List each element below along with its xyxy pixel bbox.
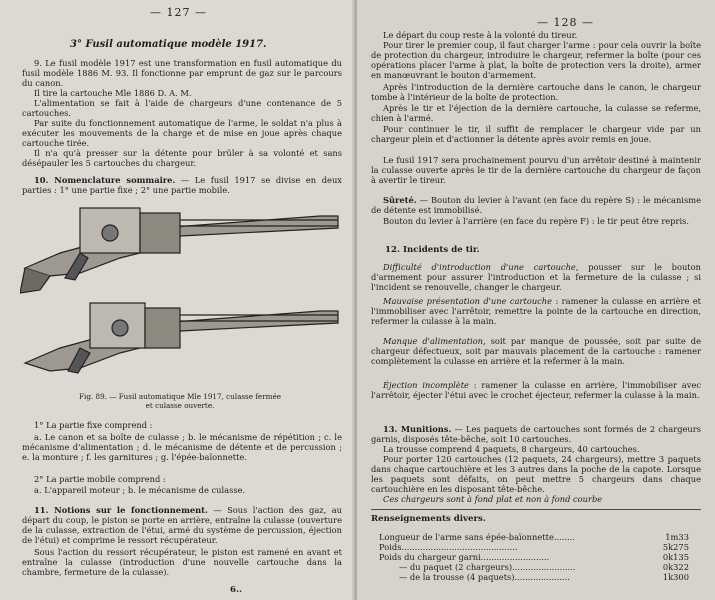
paragraph-surete-b: Bouton du levier à l'arrière (en face du repère F) : le tir peut être repris.: [383, 216, 690, 226]
paragraph-r5: Pour continuer le tir, il suffit de remplacer le chargeur vide par un chargeur plein et d'actionner la détente après avoir remis en joue.: [371, 124, 701, 144]
rifle-figure: [20, 198, 340, 378]
incident-2-text: : ramener la culasse en arrière et l'immobiliser avec l'arrêtoir, remettre la pointe de la cartouche en direction, refermer la culasse à la main.: [371, 296, 702, 326]
page-128: [357, 0, 715, 600]
heading-incidents: 12. Incidents de tir.: [385, 245, 480, 255]
spec-label: — de la trousse (4 paquets).....................: [399, 572, 570, 582]
section-divider: [371, 509, 701, 510]
section-title: 3° Fusil automatique modèle 1917.: [70, 39, 267, 50]
page-number: — 127 —: [150, 6, 207, 19]
paragraph-10: [22, 175, 342, 195]
mobile-part-list: a. L'appareil moteur ; b. le mécanisme de culasse.: [34, 485, 246, 495]
table-row: [379, 542, 689, 552]
heading-munitions: 13. Munitions.: [383, 424, 452, 434]
incident-4: [371, 380, 701, 400]
spec-label: — du paquet (2 chargeurs)........................: [399, 562, 576, 572]
incident-3-title: Manque d'alimentation: [383, 336, 483, 346]
spec-label: Poids............................................: [379, 542, 518, 552]
page-127: [0, 0, 355, 600]
spec-value: 0k135: [662, 552, 689, 562]
table-row: [379, 532, 689, 542]
paragraph-r1: Le départ du coup reste à la volonté du tireur.: [383, 30, 578, 40]
table-row: [379, 572, 689, 582]
mobile-part-heading: 2° La partie mobile comprend :: [34, 474, 166, 484]
heading-nomenclature: 10. Nomenclature sommaire.: [34, 175, 176, 185]
figure-caption-line2: et culasse ouverte.: [145, 401, 215, 410]
paragraph-13b: La trousse comprend 4 paquets, 8 chargeurs, 40 cartouches.: [383, 444, 640, 454]
signature-mark: 6..: [230, 585, 242, 595]
figure-caption-line1: Fig. 89. — Fusil automatique Mle 1917, culasse fermée: [79, 392, 281, 401]
spec-value: 1m33: [665, 532, 689, 542]
heading-surete: Sûreté.: [383, 195, 417, 205]
incident-2-title: Mauvaise présentation d'une cartouche: [383, 296, 553, 306]
table-row: [379, 552, 689, 562]
paragraph-r3: Après l'introduction de la dernière cartouche dans le canon, le chargeur tombe à l'intérieur de la boîte de protection.: [371, 82, 701, 102]
incident-3: [371, 336, 701, 366]
spec-value: 0k322: [662, 562, 689, 572]
spec-value: 5k275: [662, 542, 689, 552]
paragraph-13: [371, 424, 701, 444]
surete-text: — Bouton du levier à l'avant (en face du repère S) : le mécanisme de détente est immobilisé.: [371, 195, 701, 215]
incident-3-text: , soit par manque de poussée, soit par suite de chargeur défectueux, soit par mauvais placement de la cartouche : ramener complètement la culasse en arrière et la refermer à la main.: [371, 336, 702, 366]
paragraph-11b: Sous l'action du ressort récupérateur, le piston est ramené en avant et entraîne la culasse (introduction d'une nouvelle cartouche dans la chambre, fermeture de la culasse).: [22, 547, 342, 577]
specs-table: [379, 532, 689, 582]
paragraph-9: 9. Le fusil modèle 1917 est une transformation en fusil automatique du fusil modèle 1886 M. 93. Il fonctionne par emprunt de gaz sur le parcours du canon.: [22, 58, 342, 88]
table-row: [379, 562, 689, 572]
paragraph-11: [22, 505, 342, 545]
paragraph-13-text: — Les paquets de cartouches sont formés de 2 chargeurs garnis, disposés tête-bêche, soit 10 cartouches.: [371, 424, 701, 444]
fixed-part-heading: 1° La partie fixe comprend :: [34, 420, 153, 430]
paragraph-r2: Pour tirer le premier coup, il faut charger l'arme : pour cela ouvrir la boîte de protection du chargeur, introduire le chargeur, refermer la boîte (pour ces opérations placer l'arme à plat, la boîte de protection vers la droite), armer en manœuvrant le bouton d'armement.: [371, 40, 701, 80]
rifle-open-drawing: [25, 303, 338, 373]
heading-renseignements: Renseignements divers.: [371, 514, 486, 524]
paragraph-13c: Pour porter 120 cartouches (12 paquets, 24 chargeurs), mettre 3 paquets dans chaque cartouchière et les 3 autres dans la poche de la capote. Lorsque les paquets sont défaits, on peut mettre 5 chargeurs dans chaque cartouchière en les disposant tête-bêche.: [371, 454, 701, 494]
incident-1-title: Difficulté d'introduction d'une cartouche: [383, 262, 576, 272]
incident-2: [371, 296, 701, 326]
incident-4-title: Éjection incomplète: [383, 380, 469, 390]
incident-1-text: , pousser sur le bouton d'armement pour assurer l'introduction et la fermeture de la culasse ; si l'incident se renouvelle, changer le chargeur.: [371, 262, 701, 292]
paragraph-9d: Par suite du fonctionnement automatique de l'arme, le soldat n'a plus à exécuter les mouvements de la charge et de mise en joue après chaque cartouche tirée.: [22, 118, 342, 148]
incident-4-text: : ramener la culasse en arrière, l'immobiliser avec l'arrêtoir, éjecter l'étui avec le crochet éjecteur, refermer la culasse à la main.: [371, 380, 701, 400]
spec-label: Poids du chargeur garni..........................: [379, 552, 550, 562]
page-number: — 128 —: [537, 16, 594, 29]
incident-1: [371, 262, 701, 292]
paragraph-10-text: — Le fusil 1917 se divise en deux parties : 1° une partie fixe ; 2° une partie mobile.: [22, 175, 342, 195]
heading-fonctionnement: 11. Notions sur le fonctionnement.: [34, 505, 208, 515]
paragraph-11-text: — Sous l'action des gaz, au départ du coup, le piston se porte en arrière, entraîne la culasse (ouverture de la culasse, extraction de l'étui, armé du système de percussion, éjection de l'étui) et comprime le ressort récupérateur.: [22, 505, 342, 545]
spec-label: Longueur de l'arme sans épée-baïonnette........: [379, 532, 575, 542]
paragraph-surete: [371, 195, 701, 215]
spec-value: 1k300: [662, 572, 689, 582]
paragraph-9b: Il tire la cartouche Mle 1886 D. A. M.: [34, 88, 192, 98]
rifle-closed-drawing: [20, 208, 338, 293]
paragraph-r6: Le fusil 1917 sera prochainement pourvu d'un arrêtoir destiné à maintenir la culasse ouverte après le tir de la dernière cartouche du chargeur de façon à avertir le tireur.: [371, 155, 701, 185]
paragraph-9e: Il n'a qu'à presser sur la détente pour brûler à sa volonté et sans désépauler les 5 cartouches du chargeur.: [22, 148, 342, 168]
paragraph-13d: Ces chargeurs sont à fond plat et non à fond courbe: [383, 494, 603, 504]
paragraph-r4: Après le tir et l'éjection de la dernière cartouche, la culasse se referme, chien à l'armé.: [371, 103, 701, 123]
fixed-part-list: a. Le canon et sa boîte de culasse ; b. le mécanisme de répétition ; c. le mécanisme d'alimentation ; d. le mécanisme de détente et de percussion ; e. la monture ; f. les garnitures ; g. l'épée-baïonnette.: [22, 432, 342, 462]
paragraph-9c: L'alimentation se fait à l'aide de chargeurs d'une contenance de 5 cartouches.: [22, 98, 342, 118]
